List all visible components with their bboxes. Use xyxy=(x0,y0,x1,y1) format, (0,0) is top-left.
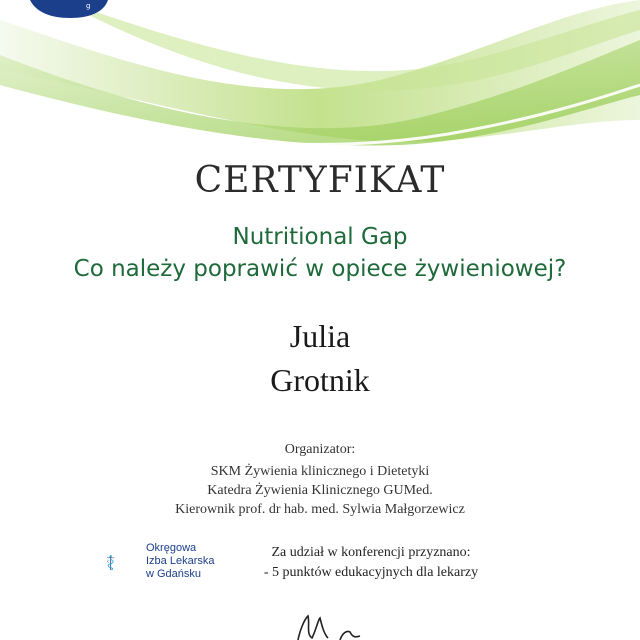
organizer-line-3: Kierownik prof. dr hab. med. Sylwia Małgorzewicz xyxy=(175,502,465,517)
conference-title: Nutritional Gap xyxy=(232,224,408,250)
svg-text:g: g xyxy=(86,2,91,10)
oil-line-3: w Gdańsku xyxy=(146,568,202,580)
oil-line-2: Izba Lekarska xyxy=(146,555,215,567)
certificate-title: CERTYFIKAT xyxy=(194,160,446,201)
oil-line-1: Okręgowa xyxy=(146,542,197,554)
oil-logo-text xyxy=(146,542,214,581)
caduceus-icon xyxy=(104,538,144,588)
organizer-label: Organizator: xyxy=(284,442,356,457)
organizer-line-1: SKM Żywienia klinicznego i Dietetyki xyxy=(210,464,430,479)
award-text-line-1: Za udział w konferencji przyznano: xyxy=(271,545,471,560)
signature xyxy=(280,612,390,640)
organizer-line-2: Katedra Żywienia Klinicznego GUMed. xyxy=(207,483,433,498)
conference-subtitle: Co należy poprawić w opiece żywieniowej? xyxy=(73,256,567,282)
recipient-last-name: Grotnik xyxy=(270,362,370,398)
award-text-line-2: - 5 punktów edukacyjnych dla lekarzy xyxy=(263,565,479,580)
sponsor-logo-partial xyxy=(0,0,140,22)
recipient-first-name: Julia xyxy=(289,318,351,354)
